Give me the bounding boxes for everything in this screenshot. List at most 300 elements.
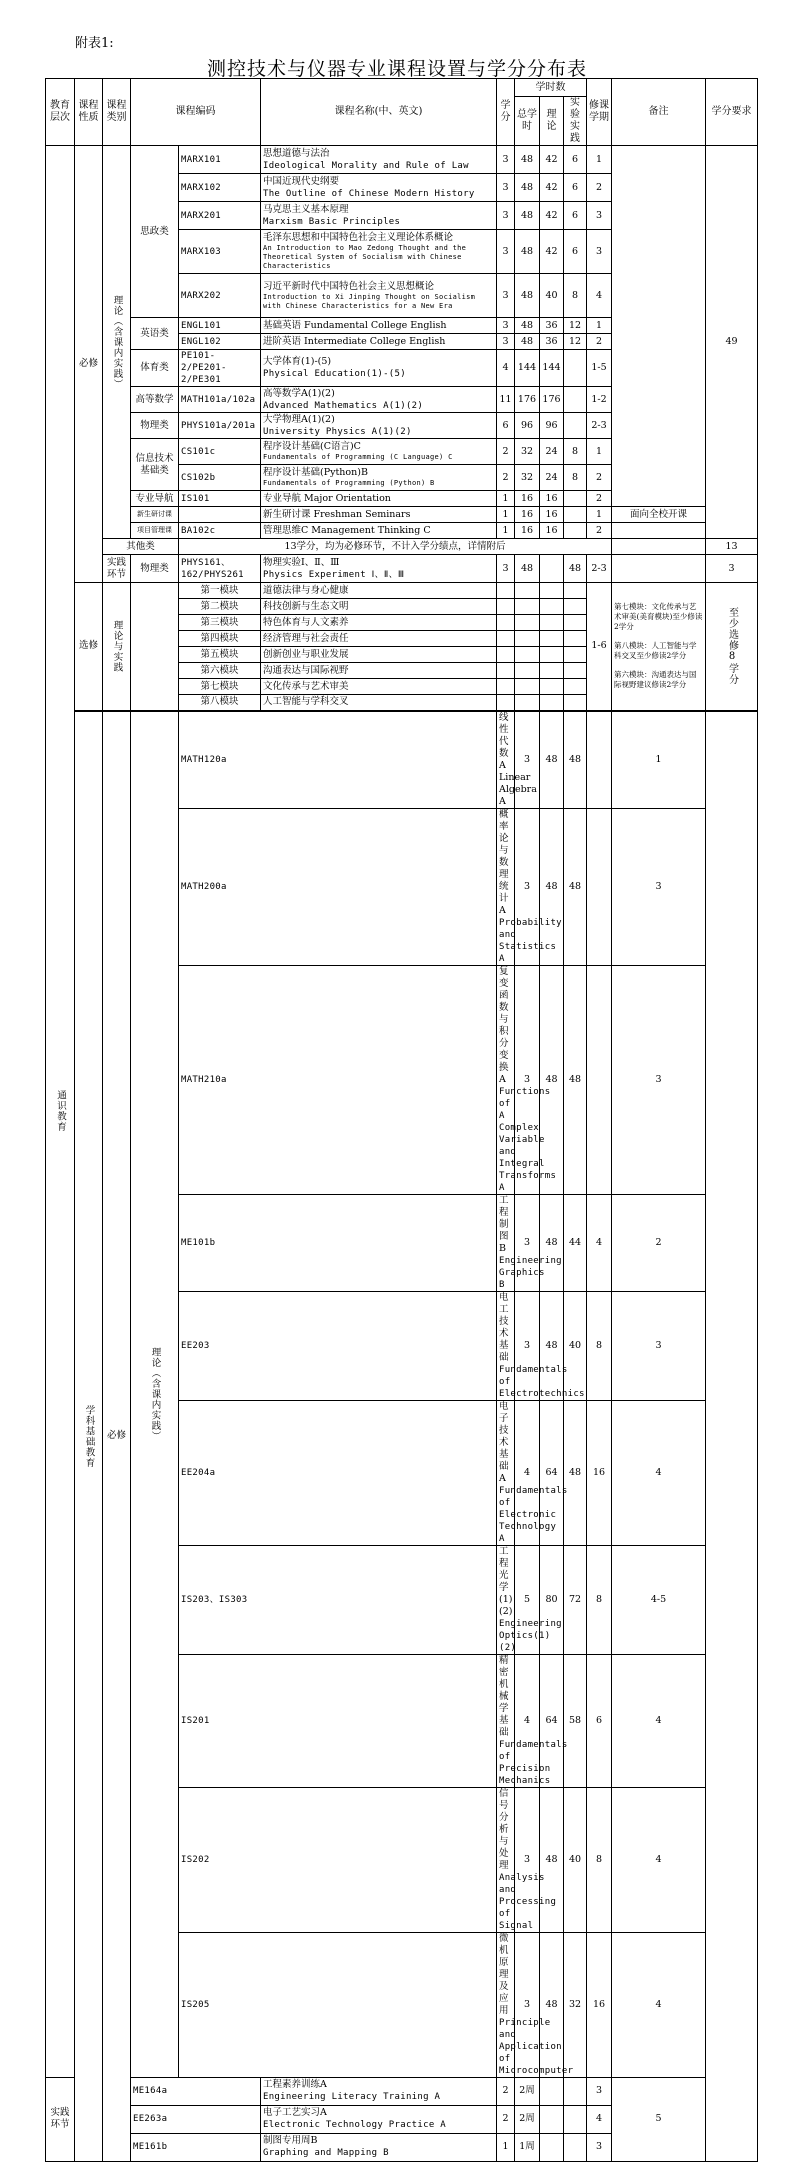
module-th bbox=[540, 583, 564, 599]
header-level: 教育层次 bbox=[46, 79, 75, 146]
course-sem: 4 bbox=[612, 1787, 706, 1932]
course-name-cn: 习近平新时代中国特色社会主义思想概论 bbox=[263, 280, 435, 292]
course-pr bbox=[564, 523, 587, 539]
credit-disc-practice: 5 bbox=[612, 2077, 706, 2161]
course-sem: 3 bbox=[587, 2133, 612, 2161]
course-code: PHYS101a/201a bbox=[179, 413, 261, 439]
table-row bbox=[46, 2077, 758, 2105]
course-name bbox=[261, 202, 497, 230]
course-sem: 4 bbox=[587, 274, 612, 318]
level-general bbox=[46, 146, 75, 2078]
module-th bbox=[540, 615, 564, 631]
course-cr: 4 bbox=[497, 350, 515, 387]
course-pr bbox=[564, 350, 587, 387]
module-th bbox=[540, 663, 564, 679]
course-code: MATH200a bbox=[179, 808, 497, 965]
course-name bbox=[261, 465, 497, 491]
course-code: EE203 bbox=[179, 1291, 497, 1400]
course-sem: 3 bbox=[587, 2077, 612, 2105]
cat-seminar: 新生研讨课 bbox=[131, 507, 179, 523]
course-tot: 96 bbox=[515, 413, 540, 439]
course-cr: 3 bbox=[515, 808, 540, 965]
course-tot: 48 bbox=[540, 808, 564, 965]
course-tot: 48 bbox=[540, 1291, 564, 1400]
course-name-cn: 物理实验Ⅰ、Ⅱ、Ⅲ bbox=[263, 556, 340, 568]
header-total: 总学时 bbox=[515, 97, 540, 146]
header-remark: 备注 bbox=[612, 79, 706, 146]
course-th: 24 bbox=[540, 439, 564, 465]
course-sem: 4 bbox=[612, 1932, 706, 2077]
elective-blank bbox=[131, 583, 179, 711]
course-name bbox=[261, 146, 497, 174]
course-cr: 1 bbox=[497, 2133, 515, 2161]
nature-discipline: 必修 bbox=[103, 711, 131, 2162]
cat-physics: 物理类 bbox=[131, 413, 179, 439]
module-cr bbox=[497, 663, 515, 679]
course-code: EE263a bbox=[131, 2105, 261, 2133]
remark-empty bbox=[612, 146, 706, 507]
course-th: 40 bbox=[540, 274, 564, 318]
course-cr: 3 bbox=[515, 965, 540, 1194]
course-sem: 3 bbox=[587, 202, 612, 230]
course-name-cn: 管理思维C Management Thinking C bbox=[263, 524, 431, 536]
course-pr: 6 bbox=[564, 230, 587, 274]
course-pr: 6 bbox=[564, 174, 587, 202]
course-cr: 3 bbox=[515, 1194, 540, 1291]
elective-note: 第七模块：文化传承与艺术审美(美育模块)至少修读2学分 bbox=[614, 602, 703, 632]
course-pr bbox=[564, 387, 587, 413]
course-name bbox=[497, 711, 537, 809]
cat-physics-practice: 物理类 bbox=[131, 555, 179, 583]
course-name-en: Analysis and Processing of Signal bbox=[499, 1872, 557, 1931]
course-sem: 2-3 bbox=[587, 555, 612, 583]
module-name: 创新创业与职业发展 bbox=[261, 647, 497, 663]
course-name bbox=[261, 2105, 497, 2133]
course-pr bbox=[564, 2105, 587, 2133]
course-tot: 48 bbox=[540, 1194, 564, 1291]
course-cr: 3 bbox=[497, 555, 515, 583]
course-cr: 3 bbox=[497, 174, 515, 202]
module-name: 特色体育与人文素养 bbox=[261, 615, 497, 631]
course-code: CS102b bbox=[179, 465, 261, 491]
course-code: EE204a bbox=[179, 1400, 497, 1545]
course-name-en: Advanced Mathematics A(1)(2) bbox=[263, 400, 424, 411]
course-th: 36 bbox=[540, 318, 564, 334]
course-pr bbox=[564, 413, 587, 439]
course-cr: 4 bbox=[515, 1654, 540, 1787]
course-th: 72 bbox=[564, 1545, 587, 1654]
course-name-en: Fundamentals of Electrotechnics bbox=[499, 1364, 585, 1399]
course-name-en: An Introduction to Mao Zedong Thought and the Theoretical System of Socialism with Chinese Characteristics bbox=[263, 244, 467, 270]
course-th: 42 bbox=[540, 202, 564, 230]
course-name-cn: 概率论与数理统计A bbox=[499, 808, 509, 916]
course-name bbox=[261, 507, 497, 523]
course-th: 36 bbox=[540, 334, 564, 350]
course-name-en: Physics Experiment Ⅰ、Ⅱ、Ⅲ bbox=[263, 569, 405, 580]
module-index: 第二模块 bbox=[179, 599, 261, 615]
module-th bbox=[540, 599, 564, 615]
course-name bbox=[261, 350, 497, 387]
course-name-cn: 工程光学(1)(2) bbox=[499, 1545, 513, 1617]
course-th: 42 bbox=[540, 230, 564, 274]
module-cr bbox=[497, 647, 515, 663]
course-pr: 8 bbox=[564, 439, 587, 465]
course-tot: 176 bbox=[515, 387, 540, 413]
course-cr: 3 bbox=[497, 230, 515, 274]
course-code: PHYS161、162/PHYS261 bbox=[179, 555, 261, 583]
course-name-en: Principle and Application of Microcomputer bbox=[499, 2017, 574, 2076]
table-row bbox=[46, 583, 758, 599]
course-tot: 16 bbox=[515, 491, 540, 507]
course-code bbox=[179, 507, 261, 523]
course-cr: 3 bbox=[497, 318, 515, 334]
course-th: 32 bbox=[564, 1932, 587, 2077]
header-required: 学分要求 bbox=[706, 79, 758, 146]
course-tot: 48 bbox=[515, 318, 540, 334]
course-th: 16 bbox=[540, 491, 564, 507]
course-tot: 48 bbox=[515, 202, 540, 230]
course-sem: 1 bbox=[587, 318, 612, 334]
course-sem: 1 bbox=[612, 711, 706, 809]
header-practice: 实验实践 bbox=[564, 97, 587, 146]
module-pr bbox=[564, 663, 587, 679]
course-th: 176 bbox=[540, 387, 564, 413]
course-sem: 3 bbox=[587, 230, 612, 274]
course-name-cn: 大学物理A(1)(2) bbox=[263, 413, 335, 425]
course-name-en: Fundamentals of Programming (Python) B bbox=[263, 479, 435, 487]
course-code: IS202 bbox=[179, 1787, 497, 1932]
course-name-en: Engineering Literacy Training A bbox=[263, 2092, 441, 2102]
header-nature: 课程性质 bbox=[75, 79, 103, 146]
course-cr: 2 bbox=[497, 2105, 515, 2133]
module-cr bbox=[497, 615, 515, 631]
course-name-en: Marxism Basic Principles bbox=[263, 216, 401, 227]
header-code: 课程编码 bbox=[131, 79, 261, 146]
table-row bbox=[46, 523, 758, 539]
course-sem: 2 bbox=[587, 465, 612, 491]
course-pr: 48 bbox=[564, 555, 587, 583]
course-pr: 8 bbox=[564, 274, 587, 318]
course-code: MATH210a bbox=[179, 965, 497, 1194]
course-pr: 12 bbox=[564, 318, 587, 334]
course-cr: 11 bbox=[497, 387, 515, 413]
cat-politics: 思政类 bbox=[131, 146, 179, 318]
module-index: 第一模块 bbox=[179, 583, 261, 599]
course-name-cn: 工程制图B bbox=[499, 1194, 509, 1254]
course-tot: 48 bbox=[540, 1932, 564, 2077]
credit-general: 49 bbox=[706, 146, 758, 539]
course-th: 42 bbox=[540, 174, 564, 202]
course-sem: 1 bbox=[587, 507, 612, 523]
course-sem: 2 bbox=[612, 1194, 706, 1291]
course-name-cn: 进阶英语 Intermediate College English bbox=[263, 335, 446, 347]
course-name bbox=[261, 555, 497, 583]
course-name bbox=[261, 174, 497, 202]
course-name-en: Physical Education(1)-(5) bbox=[263, 369, 406, 379]
course-cr: 3 bbox=[515, 1291, 540, 1400]
annex-label: 附表1: bbox=[75, 36, 114, 51]
course-name-en: Graphing and Mapping B bbox=[263, 2148, 389, 2158]
remark-empty bbox=[612, 523, 706, 539]
cat-pe: 体育类 bbox=[131, 350, 179, 387]
course-th bbox=[540, 555, 564, 583]
course-th: 48 bbox=[564, 808, 587, 965]
course-tot: 1周 bbox=[515, 2133, 540, 2161]
course-name-en: Ideological Morality and Rule of Law bbox=[263, 160, 469, 171]
course-name bbox=[261, 274, 497, 318]
nature-required: 必修 bbox=[75, 146, 103, 583]
table-row bbox=[46, 539, 758, 555]
module-pr bbox=[564, 647, 587, 663]
course-name-cn: 微机原理及应用 bbox=[499, 1932, 509, 2016]
course-th: 16 bbox=[540, 523, 564, 539]
module-th bbox=[540, 679, 564, 695]
course-sem: 1 bbox=[587, 439, 612, 465]
module-tot bbox=[515, 679, 540, 695]
course-sem: 4-5 bbox=[612, 1545, 706, 1654]
course-th: 58 bbox=[564, 1654, 587, 1787]
course-pr bbox=[587, 965, 612, 1194]
table-row bbox=[46, 555, 758, 583]
module-pr bbox=[564, 615, 587, 631]
module-tot bbox=[515, 647, 540, 663]
remark-seminar: 面向全校开课 bbox=[612, 507, 706, 523]
course-pr: 6 bbox=[587, 1654, 612, 1787]
remark-empty bbox=[706, 711, 758, 2162]
course-cr: 1 bbox=[497, 523, 515, 539]
course-tot: 2周 bbox=[515, 2105, 540, 2133]
course-code: BA102c bbox=[179, 523, 261, 539]
course-code: MARX202 bbox=[179, 274, 261, 318]
course-name bbox=[261, 2133, 497, 2161]
course-tot: 48 bbox=[515, 146, 540, 174]
course-name-cn: 大学体育(1)-(5) bbox=[263, 356, 332, 367]
course-name-cn: 制图专用周B bbox=[263, 2135, 318, 2146]
course-name-cn: 电工技术基础 bbox=[499, 1291, 509, 1363]
course-sem: 3 bbox=[612, 965, 706, 1194]
course-pr bbox=[587, 808, 612, 965]
course-code: ME161b bbox=[131, 2133, 261, 2161]
course-tot: 144 bbox=[515, 350, 540, 387]
header-credits: 学分 bbox=[497, 79, 515, 146]
module-pr bbox=[564, 695, 587, 711]
credit-practice: 3 bbox=[706, 555, 758, 583]
course-name bbox=[261, 523, 497, 539]
course-cr: 3 bbox=[515, 711, 540, 809]
module-name: 人工智能与学科交叉 bbox=[261, 695, 497, 711]
course-name-cn: 线性代数A Linear Algebra A bbox=[499, 711, 537, 807]
course-name-en: Fundamentals of Electronic Technology A bbox=[499, 1485, 568, 1544]
module-pr bbox=[564, 631, 587, 647]
course-th: 48 bbox=[564, 1400, 587, 1545]
module-index: 第五模块 bbox=[179, 647, 261, 663]
course-sem: 3 bbox=[612, 1291, 706, 1400]
course-code: ME101b bbox=[179, 1194, 497, 1291]
course-pr bbox=[564, 2133, 587, 2161]
course-sem: 2-3 bbox=[587, 413, 612, 439]
course-sem: 1-2 bbox=[587, 387, 612, 413]
course-sem: 3 bbox=[612, 808, 706, 965]
course-name-cn: 毛泽东思想和中国特色社会主义理论体系概论 bbox=[263, 232, 454, 243]
course-sem: 2 bbox=[587, 523, 612, 539]
course-tot: 32 bbox=[515, 465, 540, 491]
course-code: IS201 bbox=[179, 1654, 497, 1787]
course-cr: 3 bbox=[515, 1787, 540, 1932]
course-tot: 48 bbox=[515, 174, 540, 202]
course-cr: 3 bbox=[497, 146, 515, 174]
module-pr bbox=[564, 583, 587, 599]
course-cr: 3 bbox=[497, 334, 515, 350]
course-pr: 8 bbox=[564, 465, 587, 491]
course-pr: 16 bbox=[587, 1400, 612, 1545]
course-pr: 6 bbox=[564, 202, 587, 230]
module-th bbox=[540, 631, 564, 647]
cat-mgmt: 项目管理课 bbox=[131, 523, 179, 539]
course-code: MARX102 bbox=[179, 174, 261, 202]
course-pr: 16 bbox=[587, 1932, 612, 2077]
course-pr bbox=[564, 507, 587, 523]
course-sem: 2 bbox=[587, 491, 612, 507]
course-name-en: Engineering Graphics B bbox=[499, 1255, 562, 1290]
type-theory bbox=[103, 146, 131, 539]
module-index: 第三模块 bbox=[179, 615, 261, 631]
course-th: 24 bbox=[540, 465, 564, 491]
course-name-cn: 高等数学A(1)(2) bbox=[263, 387, 335, 399]
course-name-en: Introduction to Xi Jinping Thought on Socialism with Chinese Characteristics for a New Era bbox=[263, 292, 476, 310]
module-name: 科技创新与生态文明 bbox=[261, 599, 497, 615]
course-name-cn: 专业导航 Major Orientation bbox=[263, 492, 391, 504]
course-cr: 6 bbox=[497, 413, 515, 439]
course-name-cn: 电子工艺实习A bbox=[263, 2107, 327, 2118]
course-code: ENGL101 bbox=[179, 318, 261, 334]
course-th: 40 bbox=[564, 1291, 587, 1400]
course-cr: 1 bbox=[497, 491, 515, 507]
course-name-en: University Physics A(1)(2) bbox=[263, 426, 412, 437]
course-tot: 80 bbox=[540, 1545, 564, 1654]
nature-elective: 选修 bbox=[75, 583, 103, 711]
course-name bbox=[261, 413, 497, 439]
course-name-en: Probability and Statistics A bbox=[499, 917, 562, 964]
module-th bbox=[540, 695, 564, 711]
course-cr: 3 bbox=[497, 202, 515, 230]
course-table bbox=[45, 78, 758, 2162]
elective-note: 第六模块：沟通表达与国际视野建议修读2学分 bbox=[614, 670, 697, 690]
table-row bbox=[46, 711, 758, 809]
elective-notes bbox=[612, 583, 706, 711]
course-cr: 1 bbox=[497, 507, 515, 523]
course-th: 96 bbox=[540, 413, 564, 439]
course-sem: 4 bbox=[587, 2105, 612, 2133]
level-discipline-text: 学科基础教育 bbox=[83, 1404, 95, 1468]
elective-required-text: 至少选修8学分 bbox=[726, 607, 738, 686]
course-pr: 8 bbox=[587, 1787, 612, 1932]
course-name bbox=[261, 2077, 497, 2105]
course-code: IS101 bbox=[179, 491, 261, 507]
course-tot: 48 bbox=[540, 711, 564, 809]
course-name-cn: 精密机械学基础 bbox=[499, 1654, 509, 1738]
module-tot bbox=[515, 695, 540, 711]
course-tot: 32 bbox=[515, 439, 540, 465]
header-category: 课程类别 bbox=[103, 79, 131, 146]
module-cr bbox=[497, 583, 515, 599]
course-tot: 2周 bbox=[515, 2077, 540, 2105]
course-code: MARX101 bbox=[179, 146, 261, 174]
module-name: 文化传承与艺术审美 bbox=[261, 679, 497, 695]
course-th: 48 bbox=[564, 965, 587, 1194]
course-code: IS203、IS303 bbox=[179, 1545, 497, 1654]
table-row bbox=[46, 507, 758, 523]
course-name bbox=[261, 491, 497, 507]
module-name: 沟通表达与国际视野 bbox=[261, 663, 497, 679]
course-tot: 64 bbox=[540, 1400, 564, 1545]
course-tot: 16 bbox=[515, 507, 540, 523]
course-pr: 8 bbox=[587, 1545, 612, 1654]
module-cr bbox=[497, 631, 515, 647]
header-semester: 修课学期 bbox=[587, 79, 612, 146]
course-cr: 2 bbox=[497, 465, 515, 491]
course-th: 42 bbox=[540, 146, 564, 174]
other-text: 13学分，均为必修环节，不计入学分绩点，详情附后 bbox=[179, 539, 612, 555]
course-cr: 5 bbox=[515, 1545, 540, 1654]
course-tot: 48 bbox=[540, 965, 564, 1194]
course-code: MATH120a bbox=[179, 711, 497, 809]
course-name-cn: 工程素养训练A bbox=[263, 2079, 327, 2090]
course-tot: 16 bbox=[515, 523, 540, 539]
type-elective-text: 理论与实践 bbox=[111, 620, 123, 673]
module-index: 第八模块 bbox=[179, 695, 261, 711]
module-tot bbox=[515, 599, 540, 615]
course-code: MARX103 bbox=[179, 230, 261, 274]
course-tot: 48 bbox=[515, 555, 540, 583]
module-index: 第六模块 bbox=[179, 663, 261, 679]
course-th bbox=[540, 2133, 564, 2161]
course-pr bbox=[564, 491, 587, 507]
course-code: IS205 bbox=[179, 1932, 497, 2077]
course-name-cn: 电子技术基础A bbox=[499, 1400, 509, 1484]
course-th: 144 bbox=[540, 350, 564, 387]
course-pr: 6 bbox=[564, 146, 587, 174]
course-sem: 2 bbox=[587, 174, 612, 202]
header-name: 课程名称(中、英文) bbox=[261, 79, 497, 146]
course-th: 40 bbox=[564, 1787, 587, 1932]
course-name-en: Functions of A Complex Variable and Integral Transforms A bbox=[499, 1086, 557, 1193]
course-th bbox=[540, 2105, 564, 2133]
module-cr bbox=[497, 679, 515, 695]
type-disc-theory bbox=[131, 711, 179, 2078]
course-th bbox=[540, 2077, 564, 2105]
elective-note: 第八模块：人工智能与学科交叉至少修读2学分 bbox=[614, 641, 697, 661]
course-name-cn: 程序设计基础(C语言)C bbox=[263, 441, 361, 452]
course-sem: 1 bbox=[587, 146, 612, 174]
course-name-cn: 中国近现代史纲要 bbox=[263, 175, 340, 187]
course-code: MATH101a/102a bbox=[179, 387, 261, 413]
cat-guide: 专业导航 bbox=[131, 491, 179, 507]
header-theory: 理论 bbox=[540, 97, 564, 146]
course-pr: 8 bbox=[587, 1291, 612, 1400]
level-discipline bbox=[75, 711, 103, 2162]
module-cr bbox=[497, 599, 515, 615]
cat-it: 信息技术基础类 bbox=[131, 439, 179, 491]
elective-required bbox=[706, 583, 758, 711]
course-cr: 2 bbox=[497, 2077, 515, 2105]
module-name: 经济管理与社会责任 bbox=[261, 631, 497, 647]
course-cr: 3 bbox=[515, 1932, 540, 2077]
header-hours: 学时数 bbox=[515, 79, 587, 97]
course-code: ENGL102 bbox=[179, 334, 261, 350]
course-name-en: Fundamentals of Programming (C Language) C bbox=[263, 453, 453, 461]
course-sem: 4 bbox=[612, 1400, 706, 1545]
cat-english: 英语类 bbox=[131, 318, 179, 350]
